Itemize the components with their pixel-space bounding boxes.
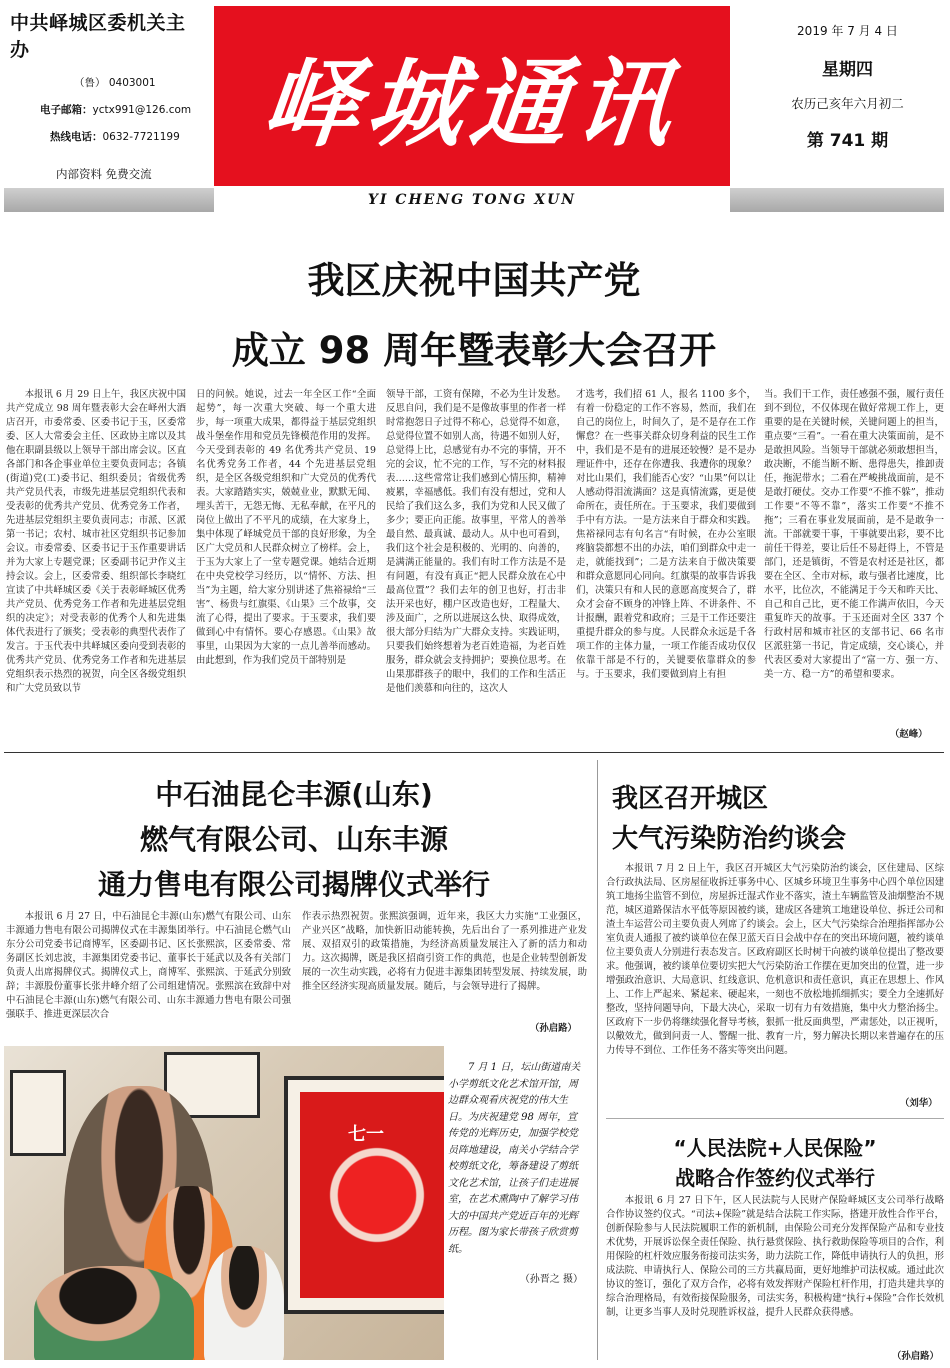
- article2-col-2: [302, 910, 587, 1022]
- lead-text-5: 当。我们干工作，责任感强不强，履行责任到不到位，不仅体现在做好常规工作上，更重要的是在关键时候，关键问题上的担当，重点要“三看”。一看在重大决策面前，是不是敢担风险。当领导干部就必须敢想担当，敢决断，不能当断不断、患得患失，推卸责任，拖泥带水；二看在严峻挑战面前，是不是敢打硬仗。交办工作要“不推不躲”，推动工作要“不等不靠”，落实工作要“不推不拖”；三看在事业发展面前，是不是敢争一流。干部就要干事，干事就要出彩，要不比前任干得差，要让后任不易赶得上，不管是部门，还是镇街，不管是农村还是社区，都要在全区、全市对标，敢与强者比速度，比水平，比位次，不能满足于今天和昨天比、自己和自己比，更不能工作满声依旧，今天重复昨天的故事。于玉还面对全区 337 个行政村居和城市社区的支部书记、66 名市区派驻第一书记，肯定成绩，交心谈心，并代表区委对大家提出了“富一方、强一方、美一方、稳一方”的希望和要求。: [764, 389, 944, 680]
- hotline-line: [50, 130, 204, 145]
- article3-author: （刘华）: [900, 1098, 938, 1109]
- article4-text: 本报讯 6 月 27 日下午，区人民法院与人民财产保险峄城区支公司举行战略合作协议签约仪式。“司法+保险”就是结合法院工作实际，搭建开放性合作平台，创新保险参与人民法院履职工作的新机制，由保险公司充分发挥保险产品和专业技术优势，开展诉讼保全责任保险、执行悬赏保险、执行救助保险等项目的合作，利用保险的杠杆效应服务衔接司法实务，助力法院工作，降低申请执行人的负担，形成法院、申请执行人、保险公司的三方共赢局面，更好地维护司法权威。通过此次协议的签订，强化了双方合作，必将有效发挥财产保险杠杆作用，打造共建共享的综合治理格局，有效衔接保险服务，司法实务，积极构建“执行+保险”合作长效机制，让更多当事人及时兑现胜诉权益，提升人民群众获得感。: [606, 1195, 944, 1318]
- email-line: [40, 103, 204, 118]
- lead-article-col-5: [764, 388, 944, 728]
- email-label: 电子邮箱：: [40, 104, 93, 116]
- article3-text: 本报讯 7 月 2 日上午，我区召开城区大气污染防治约谈会，区住建局、区综合行政执法局、区房屋征收拆迁事务中心、区城乡环境卫生事务中心四个单位因建筑工地扬尘监管不到位，房屋拆迁湿式作业不落实，渣土车辆监管及油烟整治不规范，城区道路保洁水平低等原因被约谈，建成区各建筑工地建设单位、拆迁公司和渣土车运营公司主要负责人列席了约谈会。会上，区大气污染综合治理指挥部办公室负责人通报了被约谈单位在保卫蓝天百日会战中存在的突出环境问题，被约谈单位主要负责人分别进行表态发言。区政府副区长时树干向被约谈单位提出了整改要求。他强调，被约谈单位要切实把大气污染防治工作摆在更加突出的位置，进一步增强政治意识、大局意识、红线意识、危机意识和责任意识，真正在思想上、作风上、工作上严起来、紧起来、硬起来，一刻也不放松地抓细抓实；要全力全速抓好整改，坚持问题导向，下最大决心，采取一切有力有效措施，集中火力整治扬尘。区政府下一步仍将继续强化督导考核，狠抓一批反面典型，严肃惩处，以正视听，以儆效尤，做到问责一人、警醒一批、教育一片，努力解决长期以来普遍存在的压力传导不到位、工作任务不落实等突出问题。: [606, 863, 944, 1056]
- article3-divider: [606, 1118, 944, 1119]
- lunar-date: 农历己亥年六月初二: [791, 96, 904, 111]
- lead-text-1: 本报讯 6 月 29 日上午，我区庆祝中国共产党成立 98 周年暨表彰大会在峄州大酒店召开，市委常委、区委书记于玉，区委常委、区人大常委会主任、区政协主席以及其他在职副县级以上领导干部出席会议。区直各部门和各企事业单位主要负责同志；各镇(街道)党(工)委书记、组织委员；省级优秀共产党员代表，市级先进基层党组织代表和受表彰的优秀共产党员、优秀党务工作者，先进基层党组织主要负责同志；市派、区派第一书记；农村、城市社区党组织书记参加会议。市委常委、区委书记于玉作重要讲话并为大家上专题党课；区委副书记尹作义主持会议。会上，区委常委、组织部长李晓红宣读了中共峄城区委《关于表彰峄城区优秀共产党员、优秀党务工作者和先进基层党组织的决定》；对受表彰的优秀个人和先进集体代表进行了颁奖；受表彰的典型代表作了发言。于玉代表中共峄城区委向受到表彰的优秀共产党员、优秀党务工作者和先进基层党组织表示热烈的祝贺，向全区各级党组织和广大党员致以节: [6, 389, 186, 694]
- lead-text-3: 领导干部，工资有保障，不必为生计发愁。反思自问，我们是不是像故事里的作者一样时常抱怨日子过得不称心，总觉得不如意，总觉得位置不如别人高，待遇不如别人好，总觉得上比，总感觉有办不完的事情，开不完的会议，忙不完的工作，写不完的材料报表……这些常常让我们感到心情压抑，精神疲累，幸福感低。我们有没有想过，党和人民给了我们这么多，我们为党和人民又做了多少；要正向正能。故事里，平常人的善举最自然、最真诚、最动人。从中也可看到，我们这个社会是积极的、光明的、向善的，是满满正能量的。我们有时工作方法是不是有问题，有没有真正“把人民群众放在心中最高位置”？我们去年的创卫也好，打击非法开采也好，棚户区改造也好，工程量大、涉及面广，之所以进展这么快、取得成效，很大部分归结为广大群众支持。实践证明，只要我们始终想着为老百姓造福，为老百姓服务，群众就会支持拥护；要换位思考。在山果那群孩子的眼中，我们的工作和生活正是他们羡慕和向往的，这次人: [386, 389, 566, 694]
- article2-headline-3: 通力售电有限公司揭牌仪式举行: [97, 868, 490, 901]
- registration-number: （鲁） 0403001: [74, 77, 156, 89]
- organizer: 中共峄城区委机关主办: [10, 12, 186, 61]
- lead-headline-2: 成立 98 周年暨表彰大会召开: [231, 329, 717, 372]
- lead-text-4: 才选考，我们招 61 人，报名 1100 多个，有着一份稳定的工作不容易，然而，我们在自己的岗位上，时间久了，是不是存在工作懈怠？在一些事关群众切身利益的民生工作中，我们是不是有的进展还较慢？是不是办理证件中，还存在你遭我、我遭你的现象？对比山果们，我们能否心安？“山果”何以让人感动得泪流满面？这是真情流露，更是使命所在，责任所在。于玉要求，我们要做到手中有方法。一是方法来自于群众和实践。焦裕禄同志有句名言“有时候，在办公室眼疼脑袋都想不出的办法，咱们到群众中走一走，就能找到”；二是方法来自于做决策要和群众意愿同心同向。红旗渠的故事告诉我们，决策只有和人民的意愿高度契合了，群众才会奋不顾身的冲锋上阵、不讲条件、不计报酬，跟着党和政府；三是干工作还要注重提升群众的参与度。人民群众永远是千各项工作的主体力量，一项工作能否成功仅仅依靠干部是不行的，关键要依靠群众的参与。于玉要求，我们要做到肩上有担: [576, 389, 756, 680]
- publish-date: 2019 年 7 月 4 日: [797, 24, 898, 38]
- article4-headline-1: “人民法院+人民保险”: [673, 1136, 877, 1160]
- masthead-right: [750, 22, 945, 151]
- masthead-left: [4, 8, 204, 182]
- article2-headline-1: 中石油昆仑丰源(山东): [155, 778, 433, 811]
- email: yctx991@126.com: [92, 104, 192, 116]
- article2-headline-2: 燃气有限公司、山东丰源: [139, 823, 448, 856]
- hotline-label: 热线电话：: [50, 131, 103, 143]
- circulation-note: 内部资料 免费交流: [56, 167, 152, 181]
- child-figure-3: [34, 1266, 194, 1360]
- lead-article-col-3: [386, 388, 566, 750]
- hotline: 0632-7721199: [102, 131, 180, 143]
- papercut-caption: 七一: [348, 1124, 384, 1145]
- lead-article-col-4: [576, 388, 756, 750]
- article2-col-1: [6, 910, 291, 1040]
- side-frame-left: [10, 1070, 66, 1156]
- article4-author: （孙启路）: [892, 1351, 939, 1362]
- weekday: 星期四: [822, 60, 873, 80]
- article3-headline-2: 大气污染防治约谈会: [612, 824, 847, 854]
- article4-headline-2: 战略合作签约仪式举行: [675, 1166, 875, 1190]
- column-divider: [597, 760, 598, 1360]
- newspaper-logo: [214, 6, 730, 186]
- papercut-frame: [284, 1076, 444, 1314]
- pinyin-title: YI CHENG TONG XUN: [214, 188, 730, 212]
- issue-number: 第 741 期: [806, 131, 889, 151]
- photo-caption: [448, 1060, 583, 1289]
- child-figure-2: [204, 1246, 284, 1360]
- newspaper-title: 峄城通讯: [257, 46, 686, 160]
- article3-body: [606, 862, 944, 1096]
- lead-author: （赵峰）: [890, 729, 928, 740]
- lead-article-col-2: [196, 388, 376, 750]
- article4-body: [606, 1194, 944, 1348]
- news-photo: [4, 1046, 444, 1360]
- section-divider: [4, 752, 944, 753]
- article2-author: （孙启路）: [530, 1023, 577, 1034]
- lead-text-2: 日的问候。她说，过去一年全区工作“全面起势”，每一次重大突破、每一个重大进步，每一项重大成果，都得益于基层党组织战斗堡垒作用和党员先锋模范作用的发挥。今天受到表彰的 49 名优秀共产党员、19 名优秀党务工作者，44 个先进基层党组织，是全区各级党组织和广大党员的优秀代表。大家踏踏实实，兢兢业业，默默无闻、埋头苦干，无怨无悔、无私奉献，在平凡的岗位上做出了不平凡的成绩，在大家身上，集中体现了峄城党员干部的良好形象，为全区广大党员和人民群众树立了榜样。会上，于玉为大家上了一堂专题党课。她结合近期在中央党校学习经历，以“情怀、方法、担当”为主题，给大家分别讲述了焦裕禄给“三害”、杨贵与红旗渠、《山果》三个故事，交流了心得，提出了要求。于玉要求，我们要做到心中有情怀。要心存感恩。《山果》故事里，山果因为大家的一点儿善举而感动。由此想到，作为我们党员干部特别是: [196, 389, 376, 666]
- photo-credit: （孙晋之 摄）: [519, 1274, 583, 1285]
- article2-text-2: 作表示热烈祝贺。张熙滨强调，近年来，我区大力实施“工业强区，产业兴区”战略，加快新旧动能转换，先后出台了一系列推进产业发展、双招双引的政策措施，为经济高质量发展注入了新的活力和动力。这次揭牌，既是我区招商引资工作的典范，也是企业转型创新发展的一次生动实践，必将有力促进丰源集团转型发展、持续发展，助推全区经济实现高质量发展。随后，与会领导进行了揭牌。: [302, 911, 587, 992]
- article3-headline-1: 我区召开城区: [612, 784, 769, 814]
- article2-text-1: 本报讯 6 月 27 日，中石油昆仑丰源(山东)燃气有限公司、山东丰源通力售电有限公司揭牌仪式在丰源集团举行。中石油昆仑燃气山东分公司党委书记商博军，区委副书记、区长张熙滨，区委常委、常务副区长刘忠波，丰源集团党委书记、董事长于延武以及各有关部门负责人出席揭牌仪式。揭牌仪式上，商博军、张熙滨、于延武分别致辞；丰源股份董事长张井峰介绍了公司组建情况。张熙滨在致辞中对中石油昆仑丰源(山东)燃气有限公司、山东丰源通力售电有限公司强强联手、推进更深层次合: [6, 911, 291, 1020]
- photo-caption-text: 7 月 1 日，坛山街道南关小学剪纸文化艺术馆开馆，周边群众观看庆祝党的伟大生日。为庆祝建党 98 周年，宣传党的光辉历史，加强学校党员阵地建设，南关小学结合学校剪纸文化，筹备建设了剪纸文化艺术馆，让孩子们走进展室，在艺术熏陶中了解学习伟大的中国共产党近百年的光辉历程。图为家长带孩子欣赏剪纸。: [448, 1062, 581, 1255]
- lead-article-col-1: [6, 388, 186, 750]
- lead-headline-1: 我区庆祝中国共产党: [307, 259, 641, 302]
